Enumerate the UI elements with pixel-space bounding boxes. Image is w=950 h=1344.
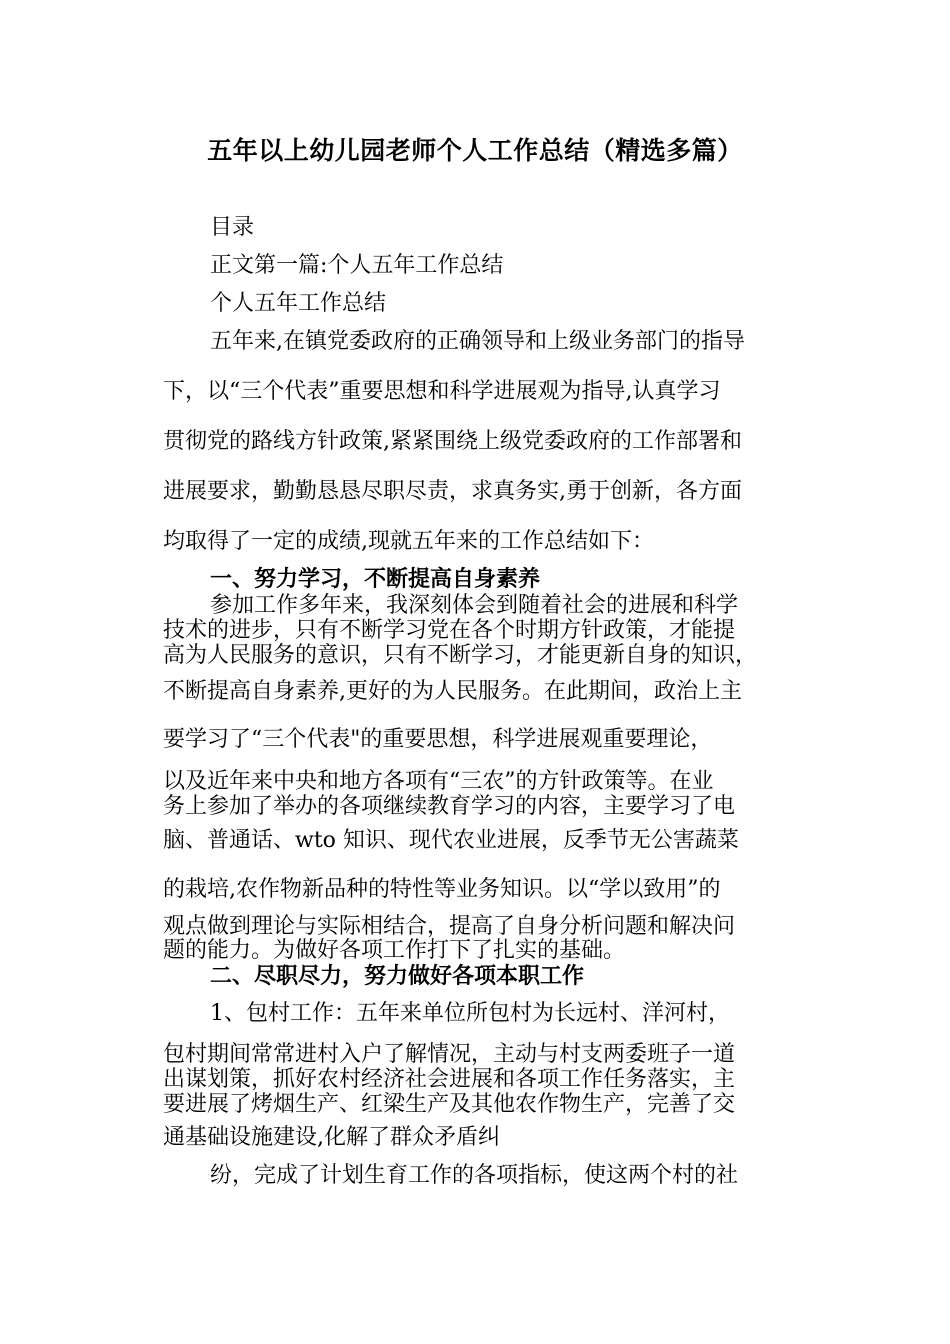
- section-heading-1: 一、努力学习，不断提高自身素养: [210, 567, 541, 592]
- paragraph-line: 下，以“三个代表”重要思想和科学进展观为指导,认真学习: [163, 379, 721, 404]
- paragraph-line: 包村期间常常进村入户了解情况，主动与村支两委班子一道: [163, 1042, 736, 1067]
- paragraph-line: 进展要求，勤勤恳恳尽职尽责，求真务实,勇于创新，各方面: [163, 479, 742, 504]
- paragraph-line: 通基础设施建设,化解了群众矛盾纠: [163, 1125, 500, 1150]
- paragraph-line: 的栽培,农作物新品种的特性等业务知识。以“学以致用”的: [163, 877, 721, 902]
- section-subtitle: 个人五年工作总结: [210, 291, 387, 316]
- paragraph-line: 务上参加了举办的各项继续教育学习的内容，主要学习了电: [163, 794, 736, 819]
- paragraph-line: 要学习了“三个代表"的重要思想，科学进展观重要理论，: [163, 727, 713, 752]
- paragraph-line: 题的能力。为做好各项工作打下了扎实的基础。: [163, 938, 626, 963]
- paragraph-line: 贯彻党的路线方针政策,紧紧围绕上级党委政府的工作部署和: [163, 429, 742, 454]
- paragraph-line: 脑、普通话、wto 知识、现代农业进展，反季节无公害蔬菜: [163, 828, 739, 853]
- paragraph-line: 高为人民服务的意识，只有不断学习，才能更新自身的知识，: [163, 643, 758, 668]
- paragraph-line: 均取得了一定的成绩,现就五年来的工作总结如下：: [163, 529, 654, 554]
- paragraph-line: 要进展了烤烟生产、红梁生产及其他农作物生产，完善了交: [163, 1092, 736, 1117]
- toc-label: 目录: [210, 215, 255, 240]
- toc-entry: 正文第一篇:个人五年工作总结: [210, 253, 504, 278]
- paragraph-line: 观点做到理论与实际相结合，提高了自身分析问题和解决问: [163, 914, 736, 939]
- section-heading-2: 二、尽职尽力，努力做好各项本职工作: [210, 964, 585, 989]
- paragraph-line: 以及近年来中央和地方各项有“三农”的方针政策等。在业: [163, 769, 714, 794]
- paragraph-line: 五年来,在镇党委政府的正确领导和上级业务部门的指导: [210, 329, 745, 354]
- paragraph-line: 出谋划策，抓好农村经济社会进展和各项工作任务落实，主: [163, 1067, 736, 1092]
- paragraph-line: 不断提高自身素养,更好的为人民服务。在此期间，政治上主: [163, 679, 742, 704]
- document-title: 五年以上幼儿园老师个人工作总结（精选多篇）: [207, 136, 743, 165]
- paragraph-line: 技术的进步，只有不断学习党在各个时期方针政策，才能提: [163, 618, 736, 643]
- paragraph-line: 参加工作多年来，我深刻体会到随着社会的进展和科学: [210, 593, 739, 618]
- paragraph-line: 1、包村工作：五年来单位所包村为长远村、洋河村，: [210, 1001, 730, 1026]
- paragraph-line: 纷，完成了计划生育工作的各项指标，使这两个村的社: [210, 1163, 739, 1188]
